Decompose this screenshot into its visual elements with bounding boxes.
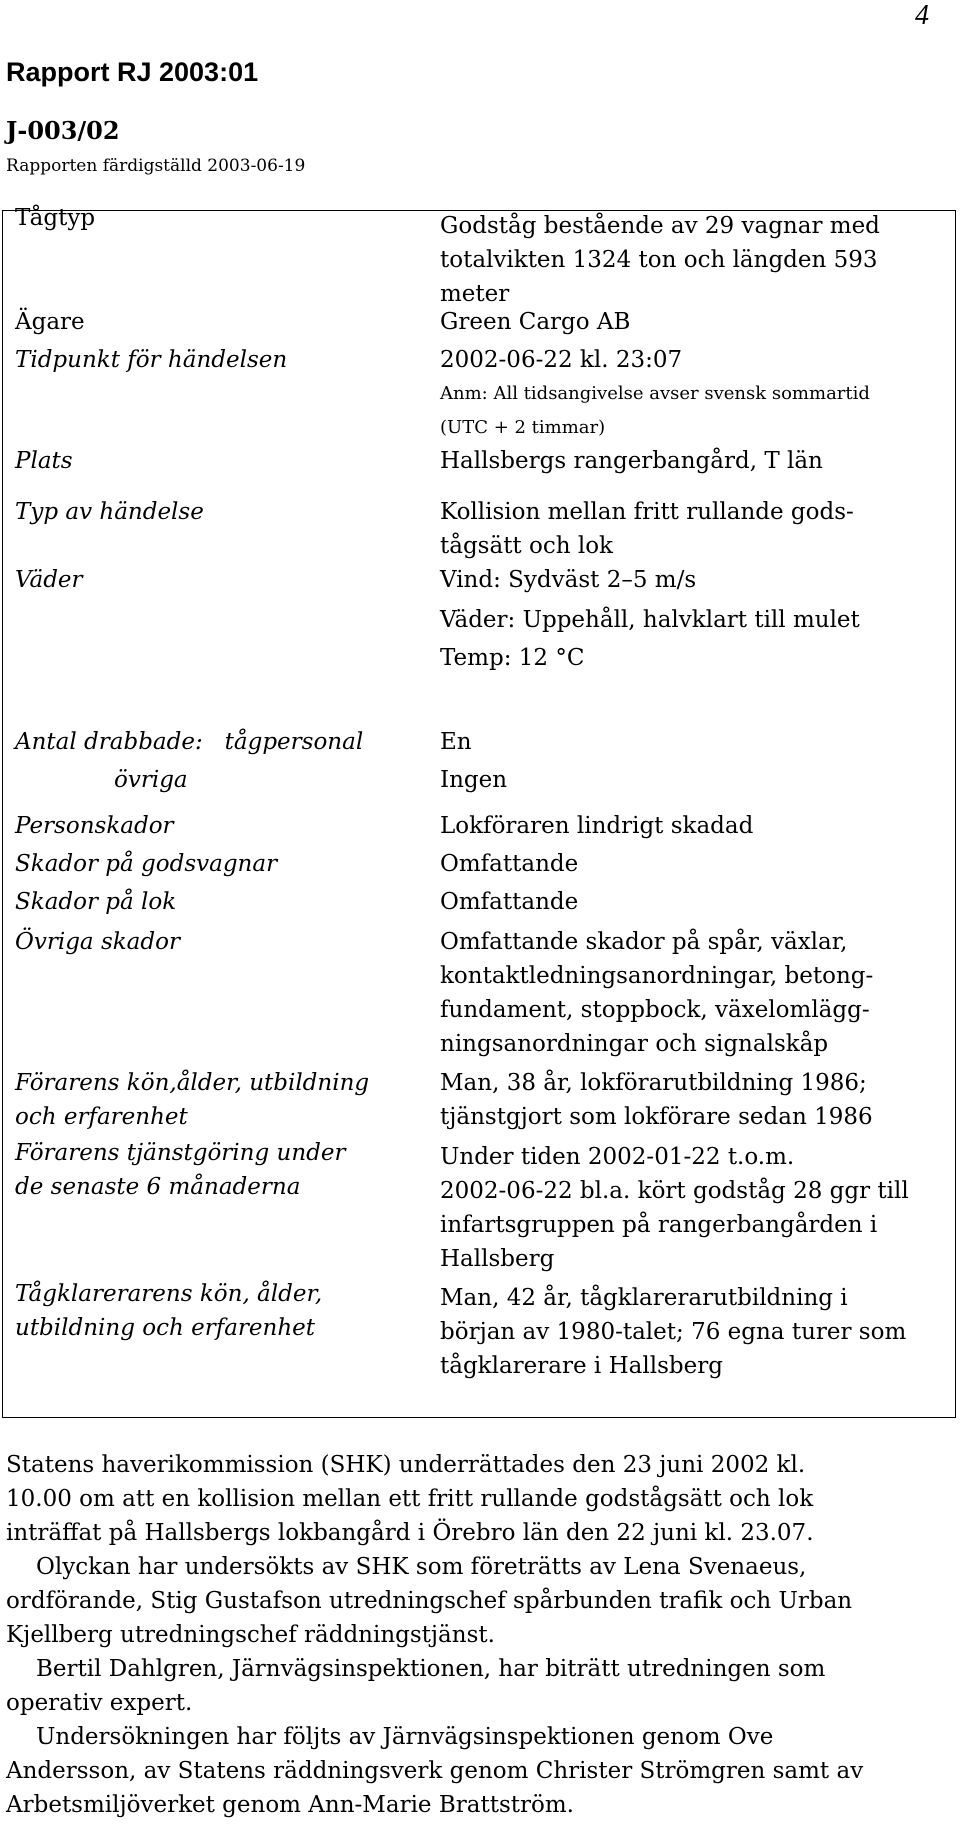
fact-value-wagon-damage: Omfattande (440, 851, 579, 877)
body-line: Andersson, av Statens räddningsverk genom Christer Strömgren samt av (6, 1758, 864, 1784)
value-line: 2002-06-22 kl. 23:07 (440, 347, 683, 373)
value-line: tågklarerare i Hallsberg (440, 1353, 723, 1379)
value-line: tjänstgjort som lokförare sedan 1986 (440, 1104, 873, 1130)
fact-value-place: Hallsbergs rangerbangård, T län (440, 448, 823, 474)
fact-label-other-damage: Övriga skador (15, 929, 180, 955)
value-line: Hallsberg (440, 1246, 555, 1272)
time-note-line: Anm: All tidsangivelse avser svensk sommartid (440, 383, 870, 404)
fact-value-injuries: Lokföraren lindrigt skadad (440, 813, 754, 839)
body-line: Kjellberg utredningschef räddningstjänst. (6, 1622, 495, 1648)
value-line: 2002-06-22 bl.a. kört godståg 28 ggr till (440, 1178, 909, 1204)
fact-box (2, 205, 956, 1418)
value-line: Väder: Uppehåll, halvklart till mulet (440, 607, 860, 633)
label-line: och erfarenhet (15, 1104, 188, 1130)
value-line: Omfattande skador på spår, växlar, (440, 929, 848, 955)
fact-label-wagon-damage: Skador på godsvagnar (15, 851, 278, 877)
fact-label-place: Plats (15, 448, 73, 474)
fact-label-loco-damage: Skador på lok (15, 889, 177, 915)
fact-value-train-type (440, 209, 880, 311)
value-line: Kollision mellan fritt rullande gods- (440, 499, 854, 525)
body-line: operativ expert. (6, 1690, 193, 1716)
fact-value-driver (440, 1066, 873, 1134)
case-id: J-003/02 (6, 116, 120, 145)
label-line: de senaste 6 månaderna (15, 1174, 301, 1200)
value-line: meter (440, 281, 510, 307)
value-line: Under tiden 2002-01-22 t.o.m. (440, 1144, 795, 1170)
fact-label-weather: Väder (15, 567, 83, 593)
fact-value-affected-other: Ingen (440, 767, 508, 793)
value-line: Vind: Sydväst 2–5 m/s (440, 567, 697, 593)
body-line: inträffat på Hallsbergs lokbangård i Örebro län den 22 juni kl. 23.07. (6, 1520, 814, 1546)
fact-value-owner: Green Cargo AB (440, 309, 631, 335)
value-line: Man, 42 år, tågklarerarutbildning i (440, 1285, 848, 1311)
body-line: Olyckan har undersökts av SHK som företrätts av Lena Svenaeus, (36, 1554, 807, 1580)
fact-value-affected-staff: En (440, 729, 472, 755)
fact-value-time (440, 343, 870, 445)
fact-label-event-type: Typ av händelse (15, 499, 204, 525)
body-line: 10.00 om att en kollision mellan ett fritt rullande godstågsätt och lok (6, 1486, 814, 1512)
value-line: infartsgruppen på rangerbangården i (440, 1212, 878, 1238)
body-line: Statens haverikommission (SHK) underrättades den 23 juni 2002 kl. (6, 1452, 806, 1478)
fact-label-driver (15, 1066, 369, 1134)
fact-label-time: Tidpunkt för händelsen (15, 347, 288, 373)
body-line: Undersökningen har följts av Järnvägsinspektionen genom Ove (36, 1724, 774, 1750)
fact-value-other-damage (440, 925, 873, 1061)
time-note-line: (UTC + 2 timmar) (440, 417, 606, 438)
fact-label-dispatcher (15, 1277, 322, 1345)
value-line: Godståg bestående av 29 vagnar med (440, 213, 880, 239)
label-line: Förarens kön,ålder, utbildning (15, 1070, 370, 1096)
value-line: tågsätt och lok (440, 533, 613, 559)
fact-label-owner: Ägare (15, 309, 85, 335)
label-line: Förarens tjänstgöring under (15, 1140, 346, 1166)
fact-label-affected-staff: Antal drabbade: tågpersonal (15, 729, 364, 755)
page-number: 4 (915, 0, 929, 31)
body-text (6, 1448, 951, 1822)
value-line: totalvikten 1324 ton och längden 593 (440, 247, 878, 273)
body-line: Bertil Dahlgren, Järnvägsinspektionen, har biträtt utredningen som (36, 1656, 826, 1682)
fact-value-loco-damage: Omfattande (440, 889, 579, 915)
value-line: Man, 38 år, lokförarutbildning 1986; (440, 1070, 867, 1096)
label-line: Tågklarerarens kön, ålder, (15, 1281, 323, 1307)
fact-value-event-type (440, 495, 854, 563)
fact-label-driver-service (15, 1136, 345, 1204)
completion-date: Rapporten färdigställd 2003-06-19 (6, 156, 306, 176)
fact-value-driver-service (440, 1140, 909, 1276)
value-line: början av 1980-talet; 76 egna turer som (440, 1319, 907, 1345)
body-line: Arbetsmiljöverket genom Ann-Marie Brattström. (6, 1792, 574, 1818)
value-line: kontaktledningsanordningar, betong- (440, 963, 874, 989)
value-line: fundament, stoppbock, växelomlägg- (440, 997, 870, 1023)
body-line: ordförande, Stig Gustafson utredningschef spårbunden trafik och Urban (6, 1588, 853, 1614)
fact-label-injuries: Personskador (15, 813, 174, 839)
value-line: ningsanordningar och signalskåp (440, 1031, 829, 1057)
fact-value-dispatcher (440, 1281, 906, 1383)
fact-label-affected-other: övriga (114, 767, 188, 793)
label-line: utbildning och erfarenhet (15, 1315, 315, 1341)
fact-value-weather (440, 563, 860, 675)
report-title: Rapport RJ 2003:01 (6, 57, 259, 87)
fact-label-train-type: Tågtyp (15, 205, 96, 231)
value-line: Temp: 12 °C (440, 645, 585, 671)
